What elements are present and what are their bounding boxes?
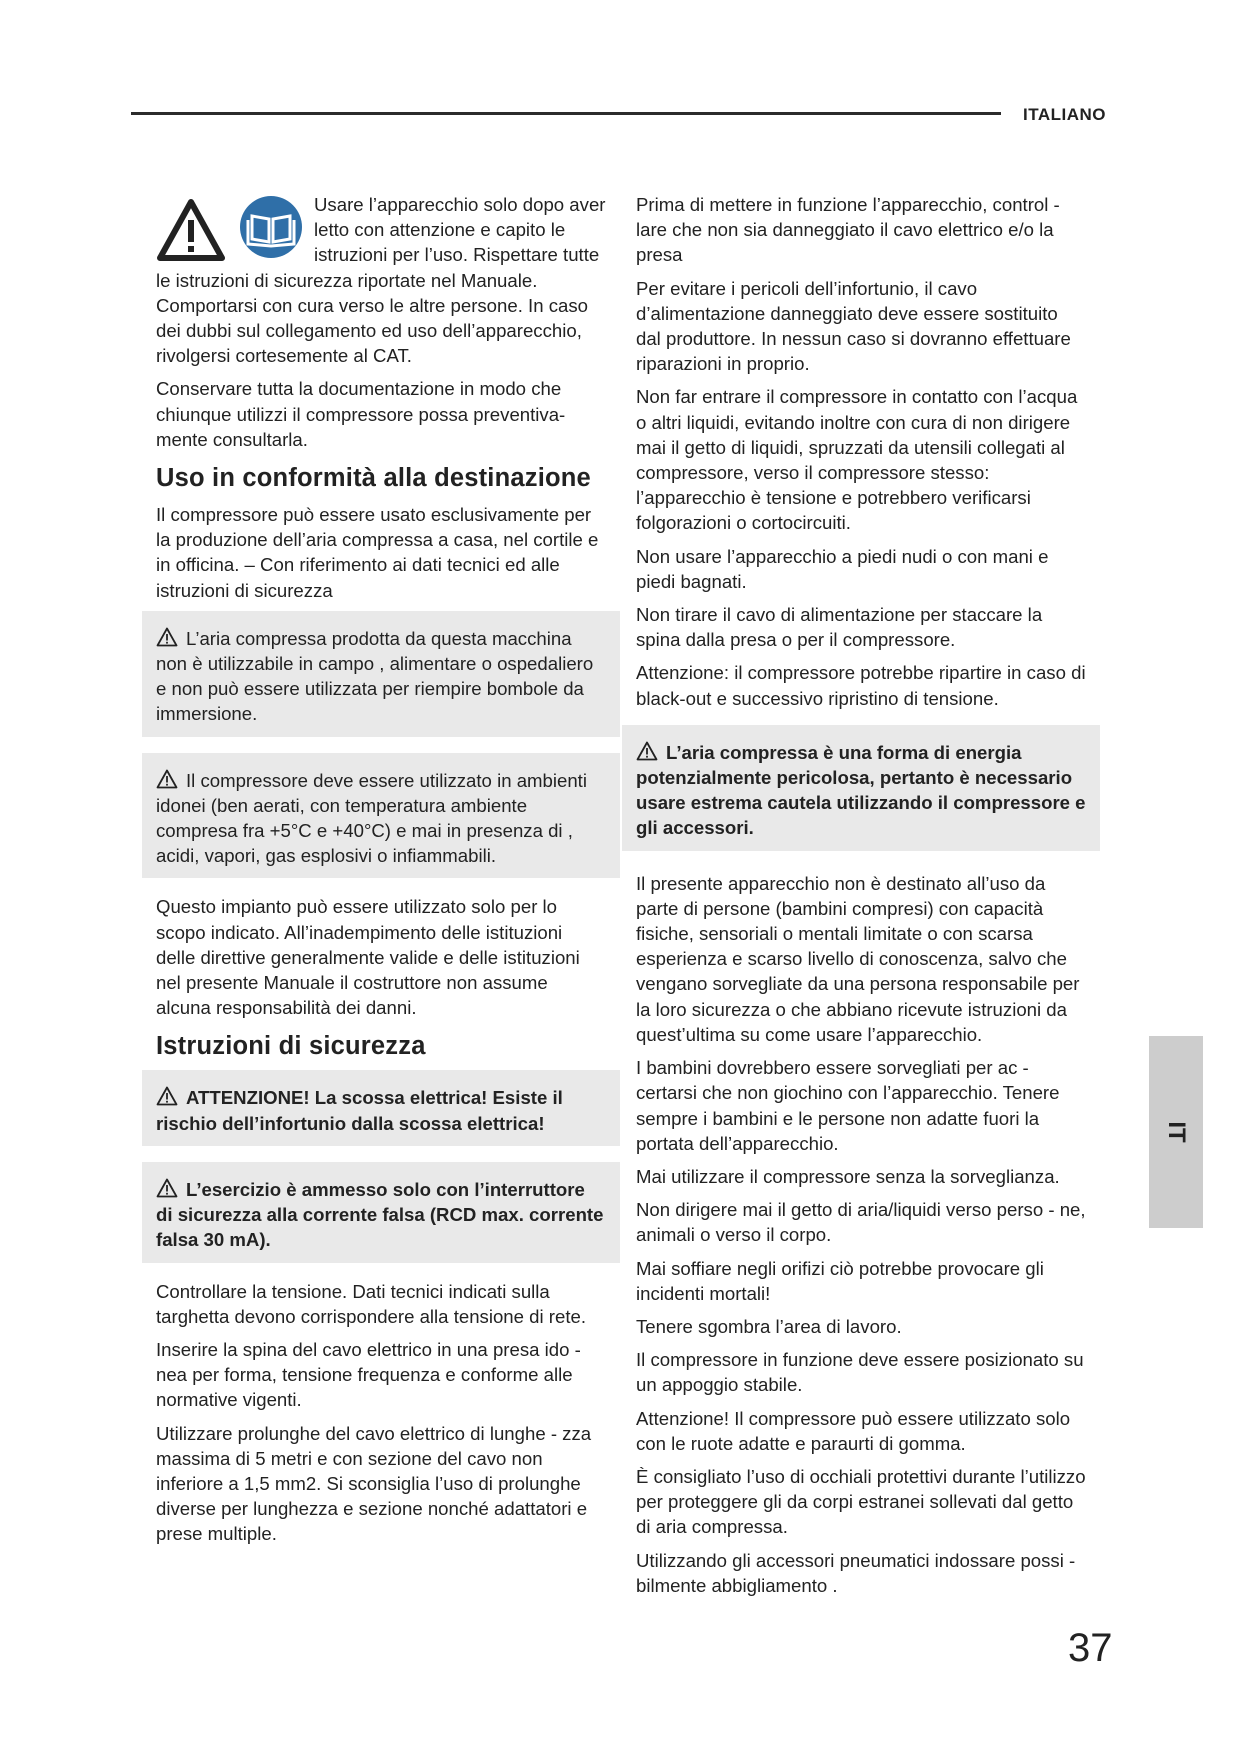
warning-icon [156,769,178,789]
warning-icon [156,1178,178,1198]
paragraph-7: Il presente apparecchio non è destinato all’uso da parte di persone (bambini compresi) con capacità fisiche, sensoriali o mentali limitate o con scarsa esperienza e scarso livello di conoscenza, salvo che vengano sorvegliate da una persona responsabile per la loro sicurezza o che abbiano ricevute istruzioni da quest’ultima su come usare l’apparecchio. [636,872,1080,1045]
uso-paragraph: Il compressore può essere usato esclusivamente per la produzione dell’aria compressa a casa, nel cortile e in officina. – Con riferimento ai dati tecnici ed alle istruzioni di sicurezza [156,504,599,601]
warning-box-electric-shock [142,1070,620,1145]
tensione-paragraph: Controllare la tensione. Dati tecnici indicati sulla targhetta devono corrispondere alla tensione di rete. [156,1280,586,1327]
warning-box-compressed-air [622,725,1100,851]
paragraph-11: Mai soffiare negli orifizi ciò potrebbe provocare gli incidenti mortali! [636,1257,1044,1304]
right-column [636,192,1086,1606]
paragraph-5: Non tirare il cavo di alimentazione per staccare la spina dalla presa o per il compressore. [636,604,1043,651]
paragraph-3: Non far entrare il compressore in contatto con l’acqua o altri liquidi, evitando inoltre con cura di non dirigere mai il getto di liquidi, spruzzati da utensili collegati al compressore, verso il compressore stesso: l’apparecchio è tensione e potrebbero verificarsi folgorazioni o cortocircuiti. [636,386,1078,534]
paragraph-4: Non usare l’apparecchio a piedi nudi o con mani e piedi bagnati. [636,545,1049,592]
warning-text: L’esercizio è ammesso solo con l’interruttore di sicurezza alla corrente falsa (RCD max. corrente falsa 30 mA). [156,1178,604,1251]
section-title-uso: Uso in conformità alla destinazione [156,464,591,493]
impianto-paragraph: Questo impianto può essere utilizzato solo per lo scopo indicato. All’inadempimento delle istituzioni delle direttive generalmente valide e delle istituzioni nel presente Manuale il costruttore non assume alcuna responsabilità dei danni. [156,896,580,1019]
prolunghe-paragraph: Utilizzare prolunghe del cavo elettrico di lunghe - zza massima di 5 metri e con sezione del cavo non inferiore a 1,5 mm2. Si sconsiglia l’uso di prolunghe diverse per lunghezza e sezione nonché adattatori e prese multiple. [156,1422,592,1545]
section-title-istruzioni: Istruzioni di sicurezza [156,1032,426,1061]
paragraph-9: Mai utilizzare il compressore senza la sorveglianza. [636,1165,1060,1187]
paragraph-13: Il compressore in funzione deve essere posizionato su un appoggio stabile. [636,1349,1084,1396]
paragraph-12: Tenere sgombra l’area di lavoro. [636,1315,902,1337]
paragraph-1: Prima di mettere in funzione l’apparecchio, control - lare che non sia danneggiato il cavo elettrico e/o la presa [636,194,1060,266]
intro-icons [156,194,306,264]
warning-text: L’aria compressa è una forma di energia potenzialmente pericolosa, pertanto è necessario usare estrema cautela utilizzando il compressore e gli accessori. [636,741,1086,839]
paragraph-15: È consigliato l’uso di occhiali protettivi durante l’utilizzo per proteggere gli da corpi estranei sollevati dal getto di aria compressa. [636,1465,1086,1538]
language-side-tab [1149,1036,1203,1228]
paragraph-8: I bambini dovrebbero essere sorvegliati per ac - certarsi che non giochino con l’apparecchio. Tenere sempre i bambini e le persone non adatte fuori la portata dell’apparecchio. [636,1057,1060,1154]
intro-paragraph: Usare l’apparecchio solo dopo aver letto con attenzione e capito le istruzioni per l’uso. Rispettare tutte le istruzioni di sicurezza riportate nel Manuale. Comportarsi con cura verso le altre persone. In caso dei dubbi sul collegamento ed uso dell’apparecchio, rivolgersi cortesemente al CAT. [156,194,606,367]
paragraph-14: Attenzione! Il compressore può essere utilizzato solo con le ruote adatte e paraurti di gomma. [636,1407,1071,1454]
warning-text: Il compressore deve essere utilizzato in ambienti idonei (ben aerati, con temperatura ambiente compresa fra +5°C e +40°C) e mai in presenza di , acidi, vapori, gas esplosivi o infiammabili. [156,769,587,867]
left-column [156,192,606,1555]
page-number: 37 [1068,1626,1113,1670]
header-rule [131,112,1001,115]
warning-text: L’aria compressa prodotta da questa macchina non è utilizzabile in campo , alimentare o ospedaliero e non può essere utilizzata per riempire bombole da immersione. [156,627,594,725]
paragraph-2: Per evitare i pericoli dell’infortunio, il cavo d’alimentazione danneggiato deve essere sostituito dal produttore. In nessun caso si dovranno effettuare riparazioni in proprio. [636,277,1071,375]
read-manual-icon [238,194,304,260]
warning-box-air-usage [142,611,620,737]
paragraph-6: Attenzione: il compressore potrebbe ripartire in caso di black-out e successivo ripristino di tensione. [636,662,1086,709]
warning-icon [636,741,658,761]
warning-icon [156,1086,178,1106]
spina-paragraph: Inserire la spina del cavo elettrico in una presa ido - nea per forma, tensione frequenza e conforme alle normative vigenti. [156,1338,581,1411]
warning-text: ATTENZIONE! La scossa elettrica! Esiste il rischio dell’infortunio dalla scossa elettrica! [156,1087,563,1134]
warning-triangle-icon [156,198,226,262]
paragraph-10: Non dirigere mai il getto di aria/liquidi verso perso - ne, animali o verso il corpo. [636,1199,1086,1246]
warning-box-environment [142,753,620,879]
header-language: ITALIANO [1023,105,1107,124]
paragraph-16: Utilizzando gli accessori pneumatici indossare possi - bilmente abbigliamento . [636,1549,1076,1596]
warning-icon [156,627,178,647]
conservare-paragraph: Conservare tutta la documentazione in modo che chiunque utilizzi il compressore possa preventiva-mente consultarla. [156,378,566,450]
side-tab-label: IT [1163,1121,1190,1143]
warning-box-rcd [142,1162,620,1263]
